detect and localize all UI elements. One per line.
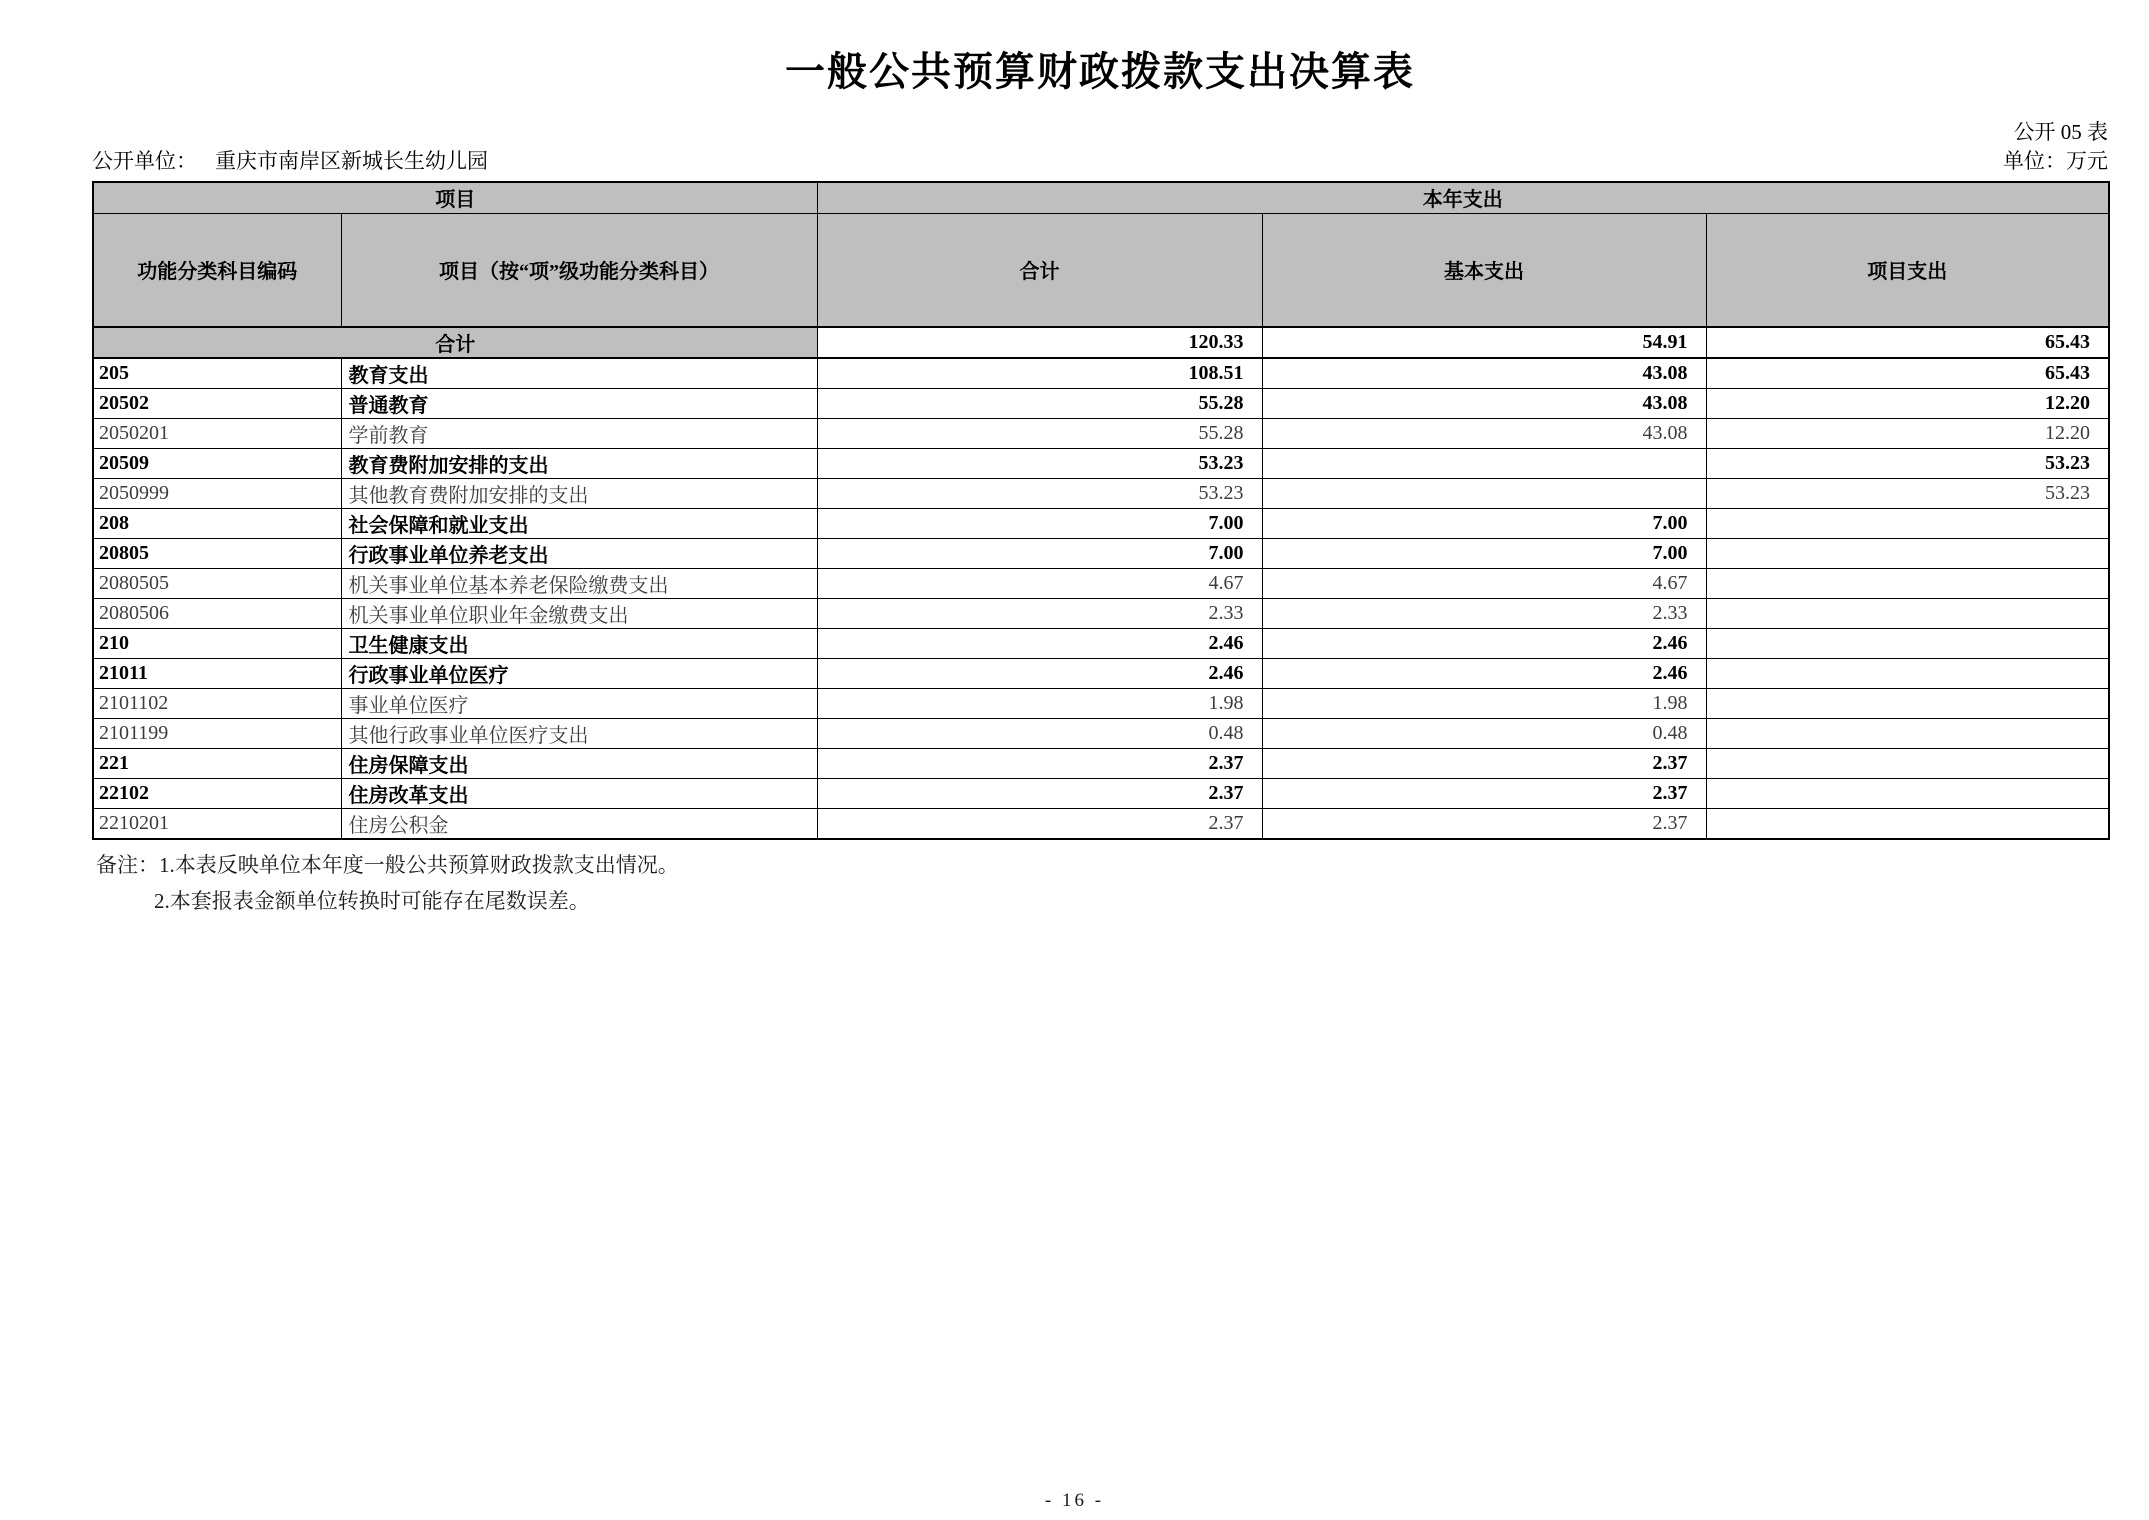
row-basic: 2.46: [1262, 659, 1706, 689]
row-basic: 43.08: [1262, 419, 1706, 449]
row-code: 20805: [93, 539, 341, 569]
row-name: 机关事业单位职业年金缴费支出: [341, 599, 817, 629]
header-group-current-year: 本年支出: [817, 182, 2109, 213]
row-total: 7.00: [817, 539, 1262, 569]
row-name: 其他教育费附加安排的支出: [341, 479, 817, 509]
row-name: 卫生健康支出: [341, 629, 817, 659]
table-row: [93, 629, 2109, 659]
table-body: [93, 327, 2109, 839]
header-col-item: 项目（按“项”级功能分类科目）: [341, 213, 817, 327]
header-sub-row: [93, 213, 2109, 327]
document-sheet: [92, 0, 2108, 1520]
page-title: 一般公共预算财政拨款支出决算表: [785, 49, 1415, 94]
row-total: 55.28: [817, 419, 1262, 449]
row-project: 65.43: [1706, 327, 2109, 358]
notes-block: [92, 850, 2108, 916]
row-basic: [1262, 449, 1706, 479]
row-project: 12.20: [1706, 419, 2109, 449]
unit-label: 单位：万元: [2003, 149, 2108, 173]
row-code: 205: [93, 358, 341, 389]
row-project: 53.23: [1706, 449, 2109, 479]
table-row: [93, 779, 2109, 809]
row-project: [1706, 539, 2109, 569]
row-code: 208: [93, 509, 341, 539]
row-name: 其他行政事业单位医疗支出: [341, 719, 817, 749]
row-total: 53.23: [817, 479, 1262, 509]
row-project: [1706, 569, 2109, 599]
row-code: 2101199: [93, 719, 341, 749]
row-project: [1706, 689, 2109, 719]
row-name: 机关事业单位基本养老保险缴费支出: [341, 569, 817, 599]
table-row: [93, 569, 2109, 599]
row-basic: 43.08: [1262, 358, 1706, 389]
row-project: 12.20: [1706, 389, 2109, 419]
row-basic: 2.37: [1262, 749, 1706, 779]
row-name: 住房保障支出: [341, 749, 817, 779]
row-basic: 4.67: [1262, 569, 1706, 599]
row-basic: 0.48: [1262, 719, 1706, 749]
table-row: [93, 689, 2109, 719]
table-row: [93, 479, 2109, 509]
row-basic: 54.91: [1262, 327, 1706, 358]
header-group-row: [93, 182, 2109, 213]
row-code: 210: [93, 629, 341, 659]
expenditure-table: [92, 181, 2110, 840]
header-col-project: 项目支出: [1706, 213, 2109, 327]
row-name: 社会保障和就业支出: [341, 509, 817, 539]
table-row: [93, 389, 2109, 419]
header-group-project: 项目: [93, 182, 817, 213]
row-total: 4.67: [817, 569, 1262, 599]
table-row: [93, 327, 2109, 358]
row-total: 1.98: [817, 689, 1262, 719]
row-basic: 2.46: [1262, 629, 1706, 659]
row-total: 120.33: [817, 327, 1262, 358]
row-basic: 2.33: [1262, 599, 1706, 629]
note-line-2: 2.本套报表金额单位转换时可能存在尾数误差。: [154, 889, 590, 913]
row-basic: 43.08: [1262, 389, 1706, 419]
table-header: [93, 182, 2109, 327]
row-code: 2101102: [93, 689, 341, 719]
row-total: 2.46: [817, 629, 1262, 659]
row-code: 21011: [93, 659, 341, 689]
table-row: [93, 809, 2109, 840]
table-row: [93, 599, 2109, 629]
row-name: 学前教育: [341, 419, 817, 449]
row-basic: 1.98: [1262, 689, 1706, 719]
form-code: 公开 05 表: [2013, 120, 2108, 144]
row-project: 65.43: [1706, 358, 2109, 389]
row-code: 22102: [93, 779, 341, 809]
org-line: [92, 147, 488, 175]
row-basic: 2.37: [1262, 779, 1706, 809]
row-label: 合计: [93, 327, 817, 358]
row-basic: 2.37: [1262, 809, 1706, 840]
row-code: 2080505: [93, 569, 341, 599]
table-row: [93, 509, 2109, 539]
row-project: [1706, 809, 2109, 840]
row-code: 2210201: [93, 809, 341, 840]
row-code: 20502: [93, 389, 341, 419]
row-total: 108.51: [817, 358, 1262, 389]
row-code: 221: [93, 749, 341, 779]
row-name: 教育支出: [341, 358, 817, 389]
row-project: [1706, 599, 2109, 629]
table-row: [93, 539, 2109, 569]
row-project: 53.23: [1706, 479, 2109, 509]
row-name: 教育费附加安排的支出: [341, 449, 817, 479]
row-project: [1706, 719, 2109, 749]
row-code: 2050201: [93, 419, 341, 449]
row-project: [1706, 659, 2109, 689]
row-name: 事业单位医疗: [341, 689, 817, 719]
header-col-total: 合计: [817, 213, 1262, 327]
row-total: 2.33: [817, 599, 1262, 629]
row-total: 2.37: [817, 779, 1262, 809]
row-total: 55.28: [817, 389, 1262, 419]
row-name: 行政事业单位医疗: [341, 659, 817, 689]
row-basic: [1262, 479, 1706, 509]
page-number: - 16 -: [1044, 1490, 1105, 1511]
note-line-1: 备注：1.本表反映单位本年度一般公共预算财政拨款支出情况。: [96, 853, 679, 877]
table-row: [93, 659, 2109, 689]
row-project: [1706, 629, 2109, 659]
org-label: 公开单位：: [92, 149, 197, 173]
row-name: 普通教育: [341, 389, 817, 419]
row-code: 2050999: [93, 479, 341, 509]
header-col-code: 功能分类科目编码: [93, 213, 341, 327]
row-basic: 7.00: [1262, 539, 1706, 569]
row-project: [1706, 779, 2109, 809]
table-row: [93, 749, 2109, 779]
row-name: 住房改革支出: [341, 779, 817, 809]
table-row: [93, 419, 2109, 449]
row-name: 行政事业单位养老支出: [341, 539, 817, 569]
meta-row: [92, 147, 2108, 175]
row-total: 7.00: [817, 509, 1262, 539]
row-project: [1706, 509, 2109, 539]
row-code: 20509: [93, 449, 341, 479]
table-row: [93, 449, 2109, 479]
header-col-basic: 基本支出: [1262, 213, 1706, 327]
table-row: [93, 719, 2109, 749]
row-code: 2080506: [93, 599, 341, 629]
row-total: 0.48: [817, 719, 1262, 749]
row-name: 住房公积金: [341, 809, 817, 840]
row-total: 2.46: [817, 659, 1262, 689]
org-name: 重庆市南岸区新城长生幼儿园: [215, 149, 488, 173]
row-total: 53.23: [817, 449, 1262, 479]
row-project: [1706, 749, 2109, 779]
row-total: 2.37: [817, 749, 1262, 779]
row-basic: 7.00: [1262, 509, 1706, 539]
row-total: 2.37: [817, 809, 1262, 840]
table-row: [93, 358, 2109, 389]
